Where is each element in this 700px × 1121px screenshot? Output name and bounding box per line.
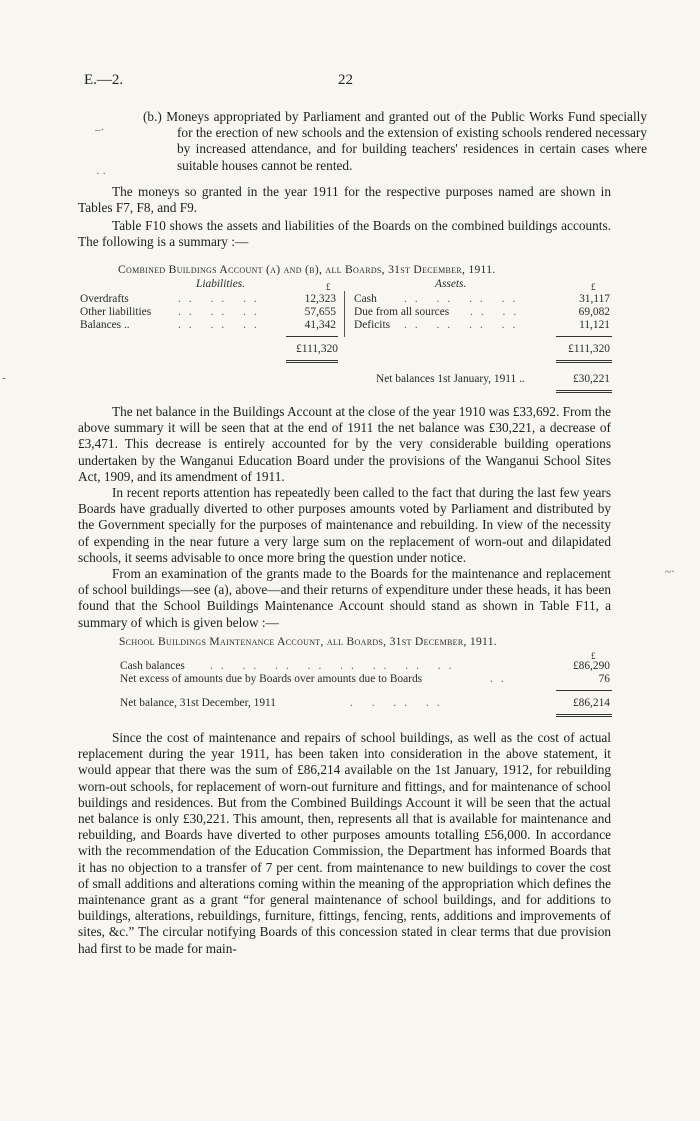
- liability-label: Balances ..: [80, 319, 130, 331]
- table-row-value: 76: [598, 673, 610, 685]
- assets-heading: Assets.: [435, 278, 467, 290]
- asset-value: 31,117: [579, 293, 610, 305]
- net-balance-value: £30,221: [572, 373, 610, 385]
- table-row-label: Net excess of amounts due by Boards over amounts due to Boards: [120, 673, 423, 685]
- asset-value: 11,121: [579, 319, 610, 331]
- currency-symbol: £: [326, 282, 331, 292]
- scan-mark: · ·: [96, 168, 107, 180]
- table-row-label: Cash balances: [120, 660, 185, 672]
- liability-label: Overdrafts: [80, 293, 129, 305]
- table-caption: Combined Buildings Account (a) and (b), all Boards, 31st December, 1911.: [118, 263, 496, 276]
- net-balance-label: Net balances 1st January, 1911 ..: [376, 373, 525, 385]
- liability-value: 12,323: [304, 293, 336, 305]
- paragraph-b: (b.) Moneys appropriated by Parliament and granted out of the Public Works Fund specially for the erection of new schools and the extension of existing schools rendered necessary by increased attendance, and for building teachers' residences in certain cases where suitable houses cannot be rented.: [143, 109, 647, 173]
- double-rule: [556, 360, 612, 363]
- currency-symbol: £: [591, 282, 596, 292]
- paragraph: The net balance in the Buildings Account at the close of the year 1910 was £33,692. From the above summary it will be seen that at the end of 1911 the net balance was £30,221, a decrease of £3,471. This decrease is entirely accounted for by the very considerable building operations undertaken by the Wanganui Education Board under the provisions of the Wanganui School Sites Act, 1909, and its amendment of 1911.: [78, 404, 611, 484]
- leader-dots: .. .. ..: [178, 306, 265, 318]
- total-assets: £111,320: [568, 343, 610, 355]
- paragraph: Table F10 shows the assets and liabilities of the Boards on the combined buildings accounts. The following is a summary :—: [78, 218, 611, 250]
- leader-dots: .. .. ..: [178, 293, 265, 305]
- leader-dots: . . .. ..: [350, 697, 448, 709]
- scan-mark: ~·: [665, 566, 675, 578]
- leader-dots: .. ..: [470, 306, 525, 318]
- paragraph: From an examination of the grants made to the Boards for the maintenance and replacement of school buildings—see (a), above—and their returns of expenditure under these heads, it has been found that the School Buildings Maintenance Account should stand as shown in Table F11, a summary of which is given below :—: [78, 566, 611, 630]
- table-caption: School Buildings Maintenance Account, all Boards, 31st December, 1911.: [119, 635, 498, 648]
- sum-rule: [556, 690, 612, 691]
- asset-label: Deficits: [354, 319, 391, 331]
- leader-dots: .. .. .. .. .. .. .. ..: [210, 660, 460, 672]
- liability-value: 41,342: [304, 319, 336, 331]
- liabilities-heading: Liabilities.: [196, 278, 246, 290]
- leader-dots: .. .. ..: [178, 319, 265, 331]
- asset-label: Cash: [354, 293, 377, 305]
- double-rule: [286, 360, 338, 363]
- leader-dots: .. .. .. ..: [404, 293, 524, 305]
- table-row-value: £86,290: [572, 660, 610, 672]
- scan-mark: -: [2, 372, 6, 384]
- double-rule: [556, 714, 612, 717]
- asset-label: Due from all sources: [354, 306, 450, 318]
- leader-dots: .. .. .. ..: [404, 319, 524, 331]
- paragraph: In recent reports attention has repeatedly been called to the fact that during the last few years Boards have gradually diverted to other purposes amounts voted by Parliament and distributed by the Government specially for the purposes of maintenance and rebuilding. In view of the necessity of expending in the near future a very large sum on the replacement of worn-out and dilapidated schools, it seems advisable to once more bring the question under notice.: [78, 485, 611, 565]
- sum-rule: [556, 336, 612, 337]
- leader-dots: ..: [490, 673, 512, 685]
- currency-symbol: £: [591, 651, 596, 661]
- sum-rule: [286, 336, 338, 337]
- document-reference: E.—2.: [84, 72, 124, 88]
- paragraph: Since the cost of maintenance and repairs of school buildings, as well as the cost of actual replacement during the year 1911, has been taken into consideration in the above statement, it would appear that there was the sum of £86,214 available on the 1st January, 1912, for rebuilding worn-out schools, for replacement of worn-out furniture and fittings, and for maintenance of school buildings and residences. But from the Combined Buildings Account it will be seen that the actual net balance is only £30,221. This amount, then, represents all that is available for maintenance and rebuilding, and Boards have diverted to other purposes amounts totalling £56,000. In accordance with the recommendation of the Education Commission, the Department has informed Boards that it has no objection to a transfer of 7 per cent. from maintenance to new buildings to cover the cost of small additions and alterations coming within the meaning of the appropriation which defines the maintenance grant as a grant “for general maintenance of school buildings, and for additions to buildings, alterations, rebuildings, furniture, fittings, fencing, rents, additions and improvements of sites, &c.” The circular notifying Boards of this concession stated in clear terms that due provision had first to be made for main-: [78, 730, 611, 956]
- scan-mark: –·: [95, 124, 105, 136]
- asset-value: 69,082: [578, 306, 610, 318]
- page-number: 22: [338, 72, 353, 88]
- total-liabilities: £111,320: [296, 343, 338, 355]
- net-balance-label: Net balance, 31st December, 1911: [120, 697, 276, 709]
- column-divider: [344, 291, 345, 337]
- liability-value: 57,655: [304, 306, 336, 318]
- double-rule: [556, 390, 612, 393]
- paragraph: The moneys so granted in the year 1911 for the respective purposes named are shown in Tables F7, F8, and F9.: [78, 184, 611, 216]
- net-balance-value: £86,214: [572, 697, 610, 709]
- liability-label: Other liabilities: [80, 306, 152, 318]
